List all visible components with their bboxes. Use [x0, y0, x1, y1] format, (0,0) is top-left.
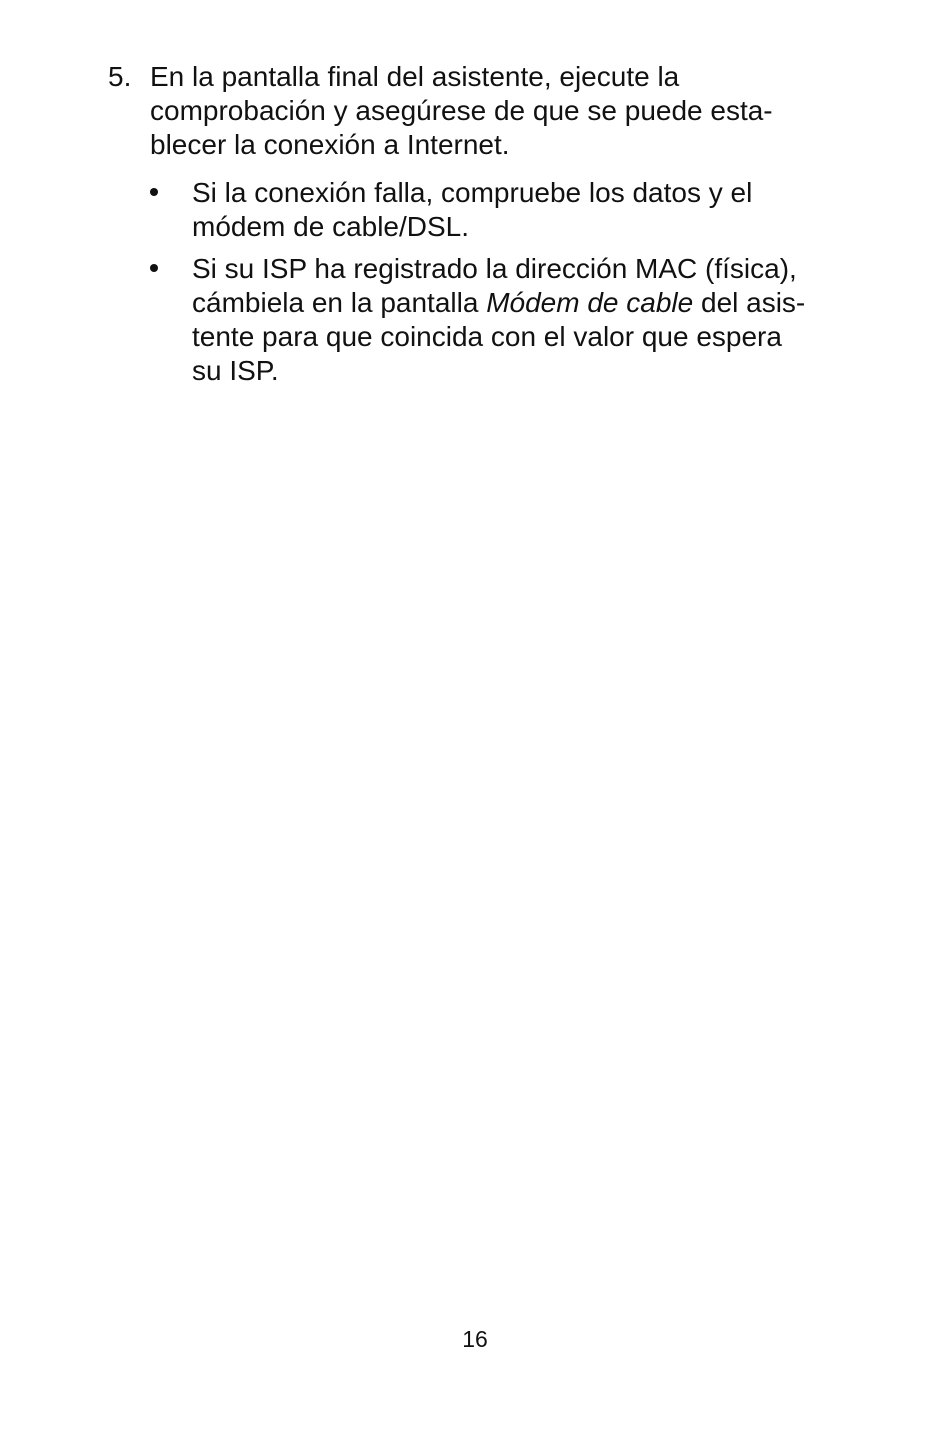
step-line-2: comprobación y asegúrese de que se puede esta- [150, 95, 773, 126]
bullet-2-line-2 [192, 286, 840, 320]
page-number: 16 [462, 1326, 488, 1352]
bullet-1-line-1: Si la conexión falla, compruebe los datos y el [192, 177, 753, 208]
cable-modem-screen-name: Módem de cable [486, 287, 694, 318]
bullet-item-mac-address [150, 252, 840, 388]
bullet-1-line-2: módem de cable/DSL. [192, 211, 470, 242]
bullet-item-connection-failure [150, 176, 840, 244]
bullet-2-line-2-before: cámbiela en la pantalla [192, 287, 487, 318]
bullet-list [150, 176, 840, 396]
bullet-2-line-2-after: del asis- [693, 287, 806, 318]
step-line-3: blecer la conexión a Internet. [150, 129, 510, 160]
bullet-icon [150, 264, 158, 272]
bullet-icon [150, 188, 158, 196]
step-line-1: En la pantalla final del asistente, ejecute la [150, 61, 680, 92]
step-number: 5. [108, 61, 132, 92]
bullet-2-line-4: su ISP. [192, 355, 279, 386]
bullet-2-line-1: Si su ISP ha registrado la dirección MAC (física), [192, 253, 797, 284]
step-instruction [150, 60, 840, 162]
bullet-text [192, 176, 840, 244]
bullet-text [192, 252, 840, 388]
bullet-2-line-3: tente para que coincida con el valor que espera [192, 321, 782, 352]
